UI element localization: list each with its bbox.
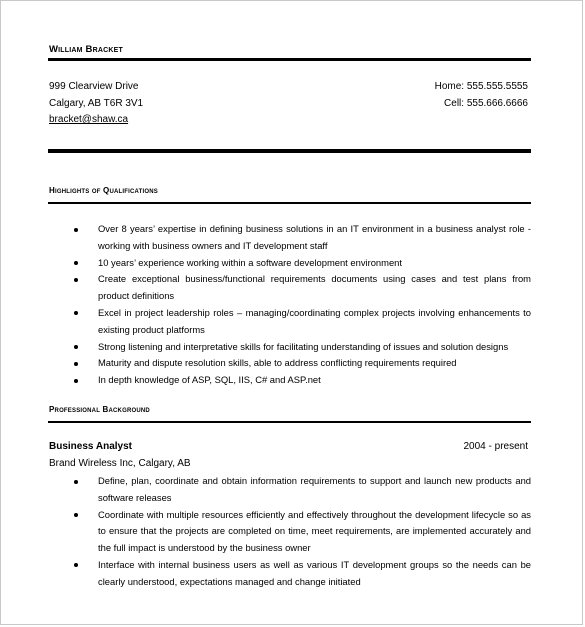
list-item: 10 years’ experience working within a software development environment	[1, 255, 531, 272]
job-company: Brand Wireless Inc, Calgary, AB	[49, 458, 191, 469]
bullet-icon	[74, 379, 78, 383]
list-item: Excel in project leadership roles – managing/coordinating complex projects involving enhancements to existing product platforms	[1, 305, 531, 339]
background-heading: Professional Background	[49, 405, 150, 414]
job-title: Business Analyst	[49, 441, 132, 452]
job-duties-list	[1, 473, 531, 591]
address-line-2: Calgary, AB T6R 3V1	[49, 98, 144, 109]
highlights-rule	[48, 202, 531, 204]
list-item: Coordinate with multiple resources efficiently and effectively throughout the development lifecycle so as to ensure that the projects are completed on time, meet requirements, are implemented accurately and the full impact is understood by the business owner	[1, 507, 531, 557]
address-line-1: 999 Clearview Drive	[49, 81, 139, 92]
candidate-name: William Bracket	[49, 44, 123, 55]
home-phone: Home: 555.555.5555	[434, 81, 528, 92]
list-item: Over 8 years’ expertise in defining business solutions in an IT environment in a business analyst role - working with business owners and IT development staff	[1, 221, 531, 255]
background-rule	[48, 421, 531, 423]
contact-rule	[48, 149, 531, 153]
list-item: Strong listening and interpretative skills for facilitating understanding of issues and solution designs	[1, 339, 531, 356]
email-link[interactable]: bracket@shaw.ca	[49, 114, 129, 125]
bullet-icon	[74, 278, 78, 282]
job-dates: 2004 - present	[463, 441, 528, 452]
bullet-icon	[74, 345, 78, 349]
list-item: Interface with internal business users as well as various IT development groups so the needs can be clearly understood, expectations managed and change initiated	[1, 557, 531, 591]
list-item: Maturity and dispute resolution skills, able to address conflicting requirements required	[1, 355, 531, 372]
bullet-icon	[74, 362, 78, 366]
bullet-icon	[74, 261, 78, 265]
cell-phone: Cell: 555.666.6666	[444, 98, 528, 109]
highlights-heading: Highlights of Qualifications	[49, 186, 158, 195]
list-item: Define, plan, coordinate and obtain information requirements to support and launch new products and software releases	[1, 473, 531, 507]
header-rule	[48, 58, 531, 61]
bullet-icon	[74, 513, 78, 517]
bullet-icon	[74, 228, 78, 232]
bullet-icon	[74, 311, 78, 315]
list-item: Create exceptional business/functional requirements documents using cases and test plans from product definitions	[1, 271, 531, 305]
bullet-icon	[74, 563, 78, 567]
list-item: In depth knowledge of ASP, SQL, IIS, C# and ASP.net	[1, 372, 531, 389]
highlights-list	[1, 221, 531, 389]
bullet-icon	[74, 480, 78, 484]
